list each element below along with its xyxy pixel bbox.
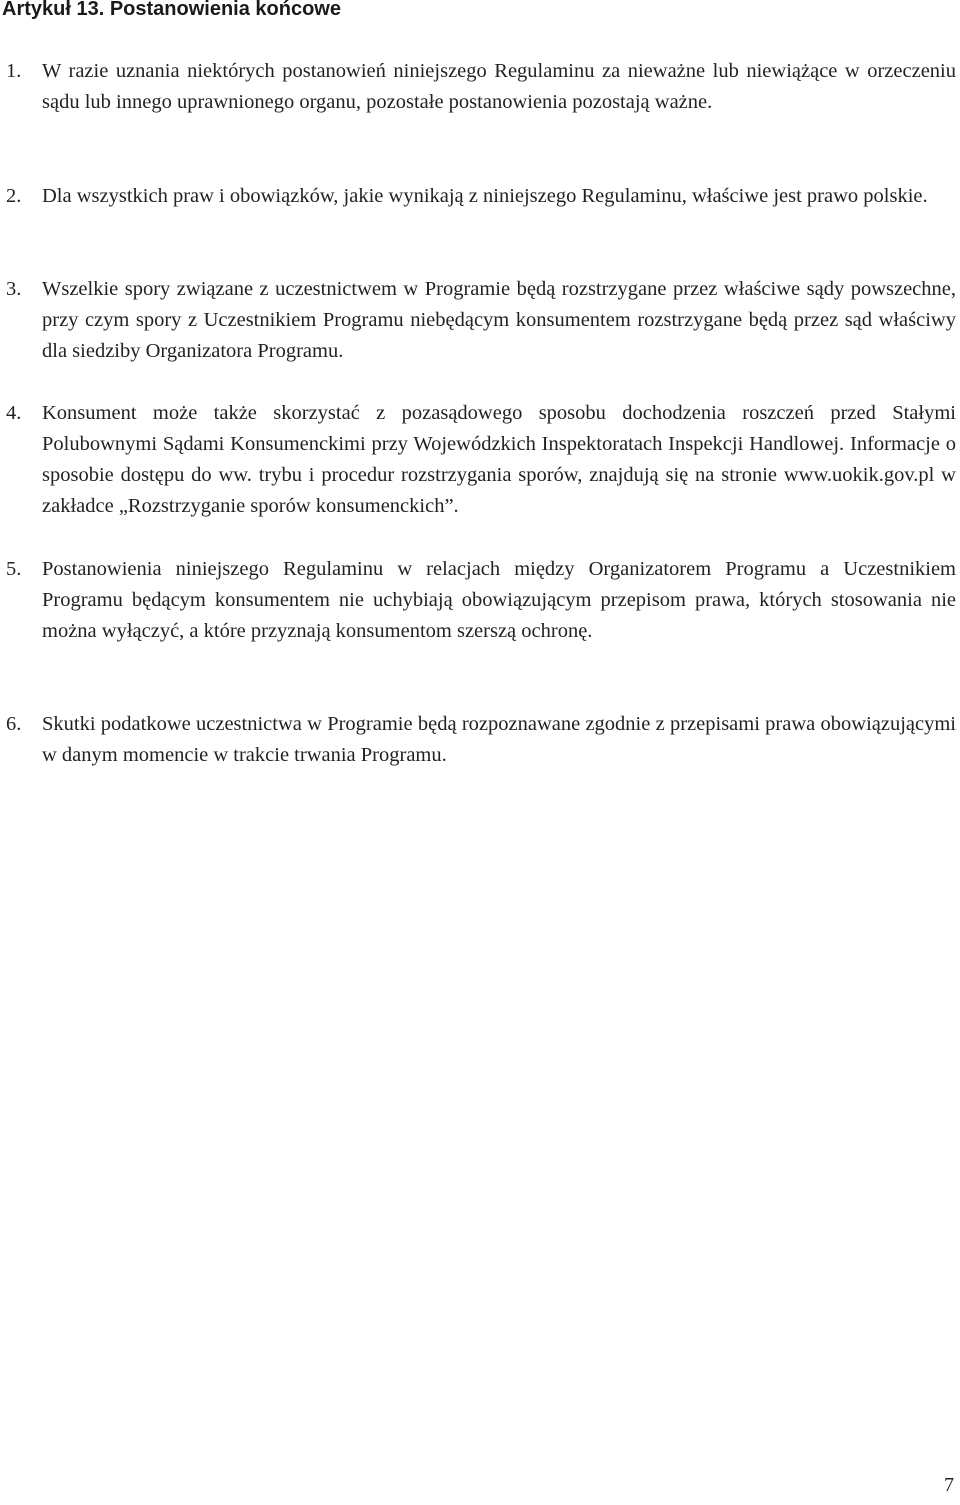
page-number: 7 bbox=[944, 1474, 954, 1496]
clause-text: Konsument może także skorzystać z pozasądowego sposobu dochodzenia roszczeń przed Stałymi Polubownymi Sądami Konsumenckimi przy Wojewódzkich Inspektoratach Inspekcji Handlowej. Informacje o sposobie dostępu do ww. trybu i procedur rozstrzygania sporów, znajdują się na stronie www.uokik.gov.pl w zakładce „Rozstrzyganie sporów konsumenckich”. bbox=[42, 402, 956, 517]
clause-3 bbox=[0, 274, 960, 367]
clause-number: 4. bbox=[6, 402, 22, 424]
clause-number: 6. bbox=[6, 713, 22, 735]
clause-4 bbox=[0, 398, 960, 522]
clause-number: 5. bbox=[6, 558, 22, 580]
clause-number: 3. bbox=[6, 278, 22, 300]
clause-6 bbox=[0, 709, 960, 771]
clause-text: Wszelkie spory związane z uczestnictwem w Programie będą rozstrzygane przez właściwe sądy powszechne, przy czym spory z Uczestnikiem Programu niebędącym konsumentem rozstrzygane będą przez sąd właściwy dla siedziby Organizatora Programu. bbox=[42, 278, 956, 362]
clause-2 bbox=[0, 181, 960, 212]
clause-number: 1. bbox=[6, 60, 22, 82]
clause-text: Skutki podatkowe uczestnictwa w Programie będą rozpoznawane zgodnie z przepisami prawa obowiązującymi w danym momencie w trakcie trwania Programu. bbox=[42, 713, 956, 766]
article-title: Artykuł 13. Postanowienia końcowe bbox=[2, 0, 341, 20]
clause-number: 2. bbox=[6, 185, 22, 207]
clause-5 bbox=[0, 554, 960, 647]
clause-text: Postanowienia niniejszego Regulaminu w relacjach między Organizatorem Programu a Uczestnikiem Programu będącym konsumentem nie uchybiają obowiązującym przepisom prawa, których stosowania nie można wyłączyć, a które przyznają konsumentom szerszą ochronę. bbox=[42, 558, 956, 642]
clause-text: Dla wszystkich praw i obowiązków, jakie wynikają z niniejszego Regulaminu, właściwe jest prawo polskie. bbox=[42, 185, 928, 207]
clause-1 bbox=[0, 56, 960, 118]
clause-text: W razie uznania niektórych postanowień niniejszego Regulaminu za nieważne lub niewiążące w orzeczeniu sądu lub innego uprawnionego organu, pozostałe postanowienia pozostają ważne. bbox=[42, 60, 956, 113]
